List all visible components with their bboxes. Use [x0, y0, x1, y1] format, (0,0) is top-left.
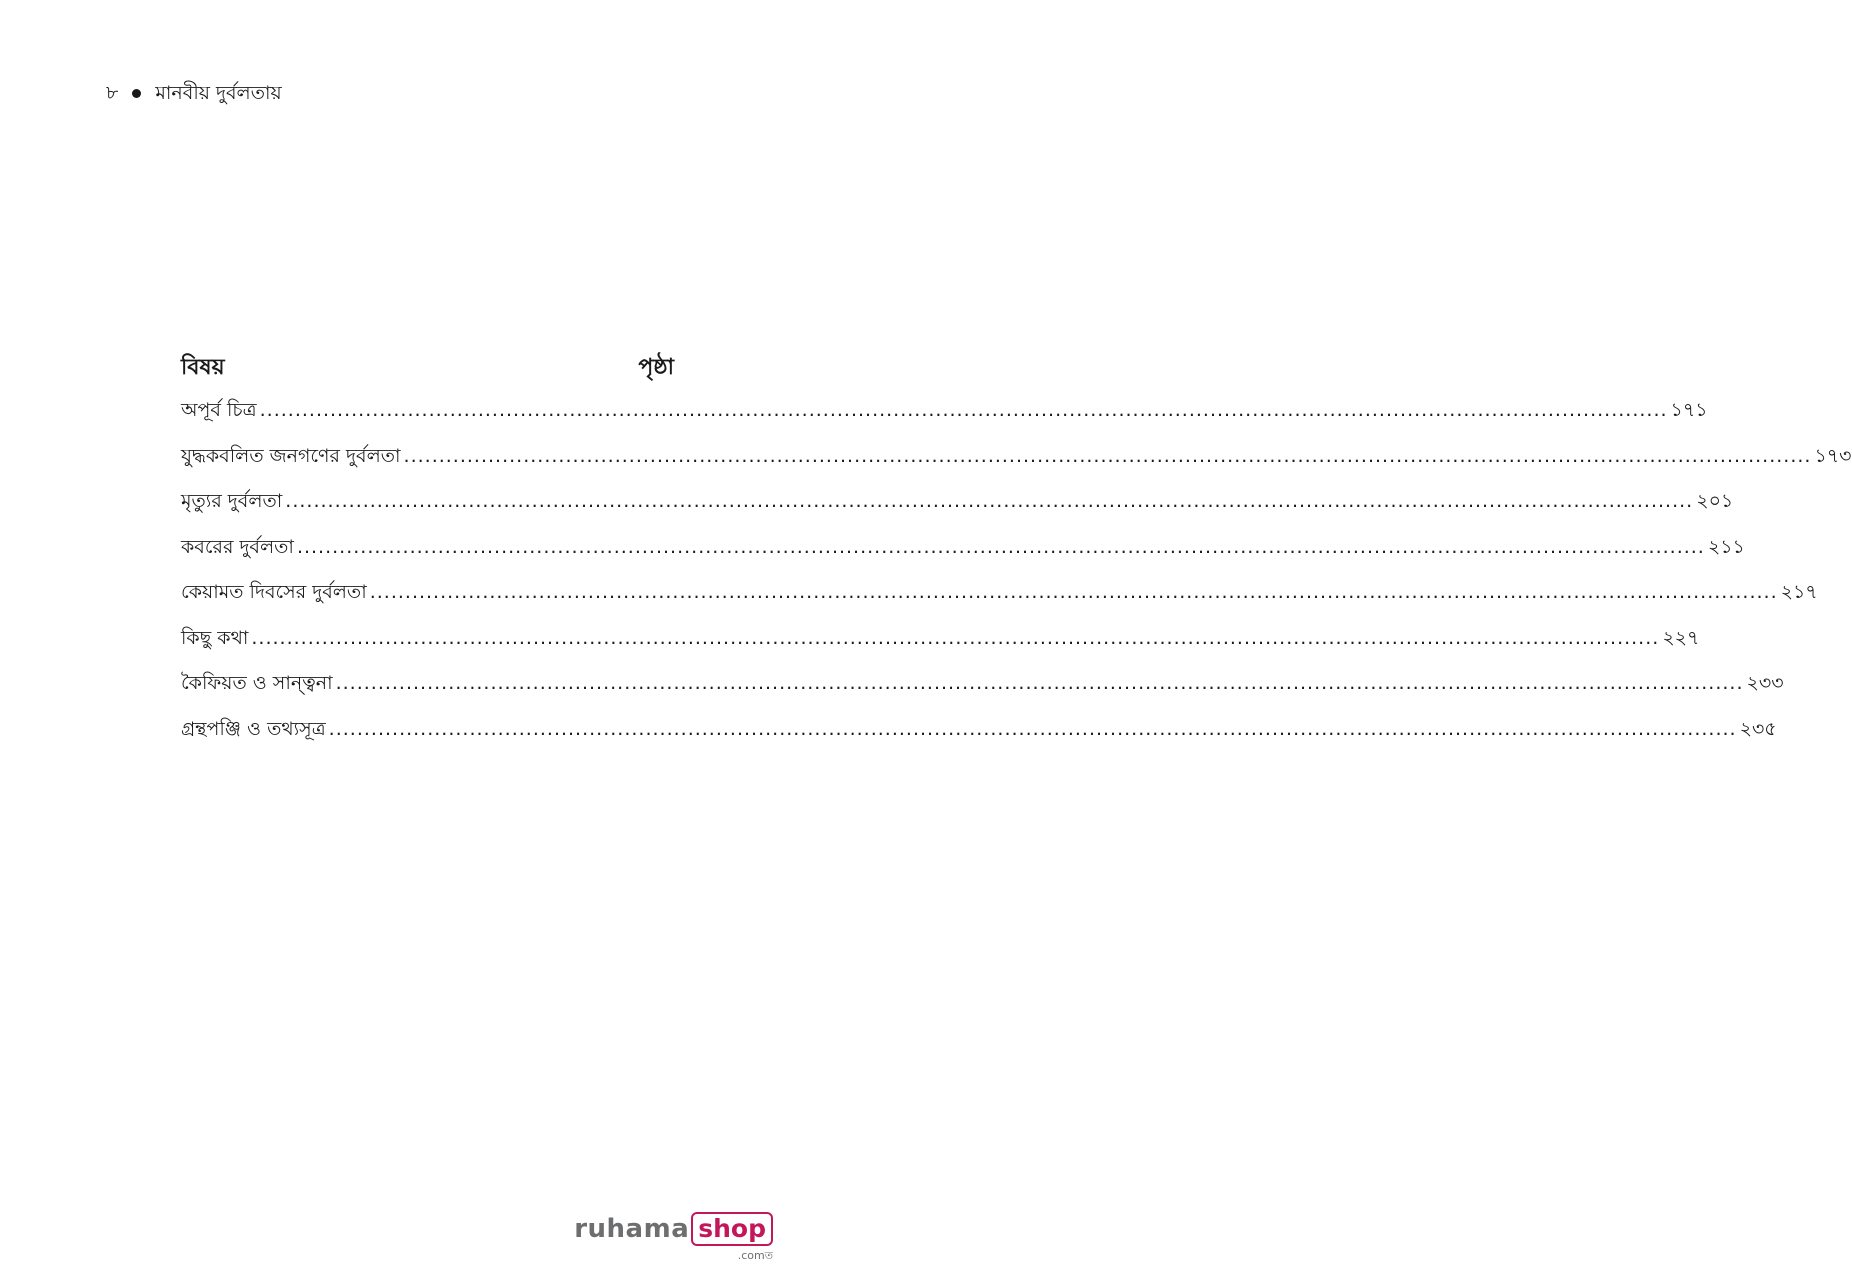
logo-brand-text: ruhama: [574, 1214, 690, 1244]
running-head: [106, 80, 282, 106]
toc-entry-title: যুদ্ধকবলিত জনগণের দুর্বলতা: [181, 444, 401, 467]
toc-row: [181, 485, 1734, 531]
dot-leader: ........................................................................................................................................................................................................: [285, 490, 1694, 512]
toc-entry-title: কিছু কথা: [181, 626, 249, 649]
toc-entry-page: ১৭৩: [1814, 444, 1852, 467]
toc-entry-title: মৃত্যুর দুর্বলতা: [181, 490, 283, 512]
logo-suffix: .comত: [737, 1249, 773, 1262]
toc-entry-page: ২১১: [1707, 535, 1745, 558]
dot-leader: ........................................................................................................................................................................................................: [369, 581, 1778, 603]
toc-entry-page: ২১৭: [1780, 581, 1818, 603]
toc-entry-title: কৈফিয়ত ও সান্ত্বনা: [181, 672, 333, 694]
dot-leader: ........................................................................................................................................................................................................: [296, 535, 1705, 558]
toc-entry-page: ২৩৫: [1739, 717, 1777, 740]
toc-row: [181, 713, 1777, 759]
page-number: ৮: [106, 82, 119, 104]
toc-entries: [181, 394, 1852, 758]
toc-row: [181, 622, 1700, 668]
toc-entry-page: ২৩৩: [1746, 672, 1784, 694]
dot-leader: ........................................................................................................................................................................................................: [251, 626, 1660, 649]
book-title: মানবীয় দুর্বলতায়: [155, 82, 282, 104]
dot-leader: ........................................................................................................................................................................................................: [403, 444, 1812, 467]
table-of-contents: [181, 350, 1852, 758]
ruhamashop-logo: [574, 1212, 773, 1266]
page-heading: পৃষ্ঠা: [638, 355, 674, 380]
toc-entry-title: কবরের দুর্বলতা: [181, 535, 294, 558]
bullet-separator: [132, 89, 141, 98]
toc-entry-page: ২২৭: [1662, 626, 1700, 649]
toc-header: [181, 350, 708, 386]
dot-leader: ........................................................................................................................................................................................................: [259, 399, 1668, 421]
dot-leader: ........................................................................................................................................................................................................: [335, 672, 1744, 694]
toc-row: [181, 531, 1745, 577]
toc-entry-page: ১৭১: [1670, 399, 1708, 421]
toc-entry-title: কেয়ামত দিবসের দুর্বলতা: [181, 581, 367, 603]
toc-entry-page: ২০১: [1696, 490, 1734, 512]
toc-entry-title: গ্রন্থপঞ্জি ও তথ্যসূত্র: [181, 717, 326, 740]
toc-row: [181, 576, 1818, 622]
toc-row: [181, 440, 1852, 486]
dot-leader: ........................................................................................................................................................................................................: [328, 717, 1737, 740]
logo-shop-badge: shop: [691, 1212, 773, 1246]
toc-row: [181, 667, 1784, 713]
subject-heading: বিষয়: [181, 355, 225, 380]
toc-row: [181, 394, 1708, 440]
toc-entry-title: অপূর্ব চিত্র: [181, 399, 257, 421]
